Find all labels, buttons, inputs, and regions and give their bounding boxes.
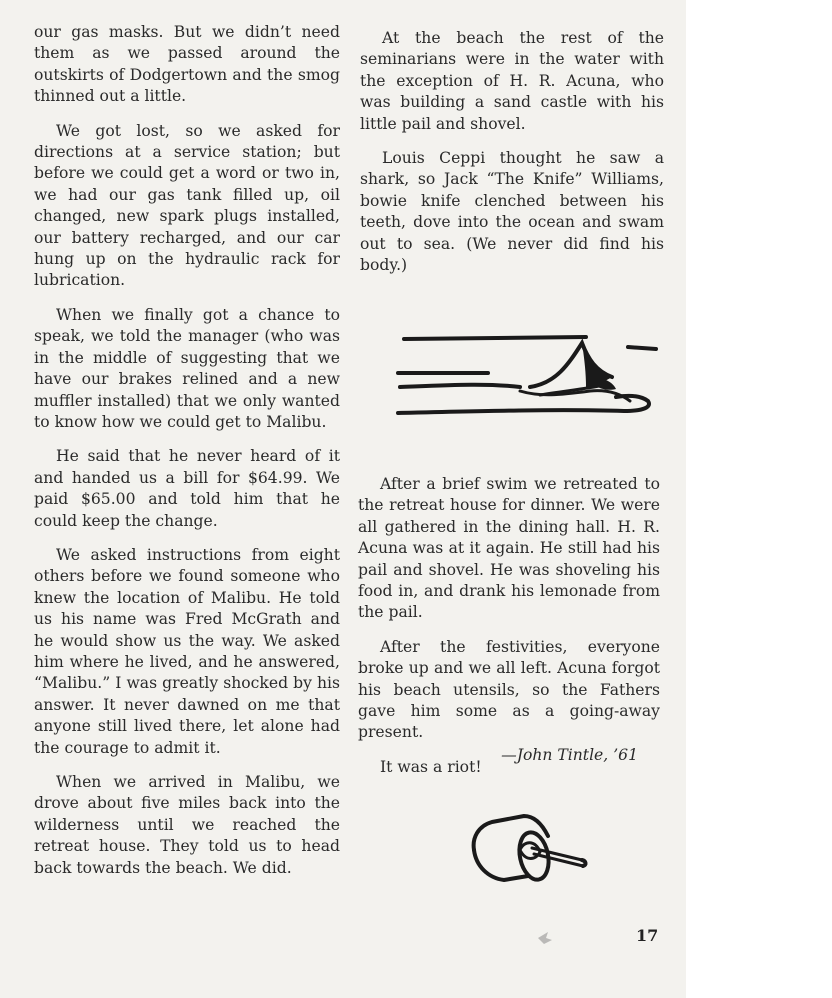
pail-and-shovel-illustration xyxy=(462,810,592,890)
paragraph: After a brief swim we retreated to the retreat house for dinner. We were all gathered in the dining hall. H. R. Acuna was at it again. He still had his pail and shovel. He was shoveling his food in, and drank his lemonade from the pail. xyxy=(358,475,660,622)
paragraph: After the festivities, everyone broke up and we all left. Acuna forgot his beach utensils, so the Fathers gave him some as a going-away present. xyxy=(358,637,660,742)
left-column xyxy=(34,22,340,892)
page-number: 17 xyxy=(636,926,659,945)
right-column-bottom xyxy=(358,474,660,791)
right-column-top xyxy=(360,28,664,289)
paragraph: We got lost, so we asked for directions at a service station; but before we could get a word or two in, we had our gas tank filled up, oil changed, new spark plugs installed, our battery recharged, and our car hung up on the hydraulic rack for lubrication. xyxy=(34,121,340,290)
paragraph: We asked instructions from eight others before we found someone who knew the location of Malibu. He told us his name was Fred McGrath and he would show us the way. We asked him where he lived, and he answered, “Malibu.” I was greatly shocked by his answer. It never dawned on me that anyone still lived there, let alone had the courage to admit it. xyxy=(34,545,340,757)
paragraph: It was a riot! xyxy=(380,757,482,776)
paragraph: He said that he never heard of it and handed us a bill for $64.99. We paid $65.00 and told him that he could keep the change. xyxy=(34,447,340,530)
paragraph: When we finally got a chance to speak, we told the manager (who was in the middle of suggesting that we have our brakes relined and a new muffler installed) that we only wanted to know how we could get to Malibu. xyxy=(34,305,340,431)
shark-fin-illustration xyxy=(390,325,670,425)
paragraph: At the beach the rest of the seminarians were in the water with the exception of H. R. Acuna, who was building a sand castle with his little pail and shovel. xyxy=(360,29,664,133)
paragraph: When we arrived in Malibu, we drove about five miles back into the wilderness until we reached the retreat house. They told us to head back towards the beach. We did. xyxy=(34,773,340,877)
paragraph: our gas masks. But we didn’t need them as we passed around the outskirts of Dodgertown and the smog thinned out a little. xyxy=(34,23,340,106)
smudge-mark xyxy=(536,928,556,948)
author-signature: —John Tintle, ’61 xyxy=(501,746,638,764)
paragraph: Louis Ceppi thought he saw a shark, so Jack “The Knife” Williams, bowie knife clenched between his teeth, dove into the ocean and swam out to sea. (We never did find his body.) xyxy=(360,149,664,275)
